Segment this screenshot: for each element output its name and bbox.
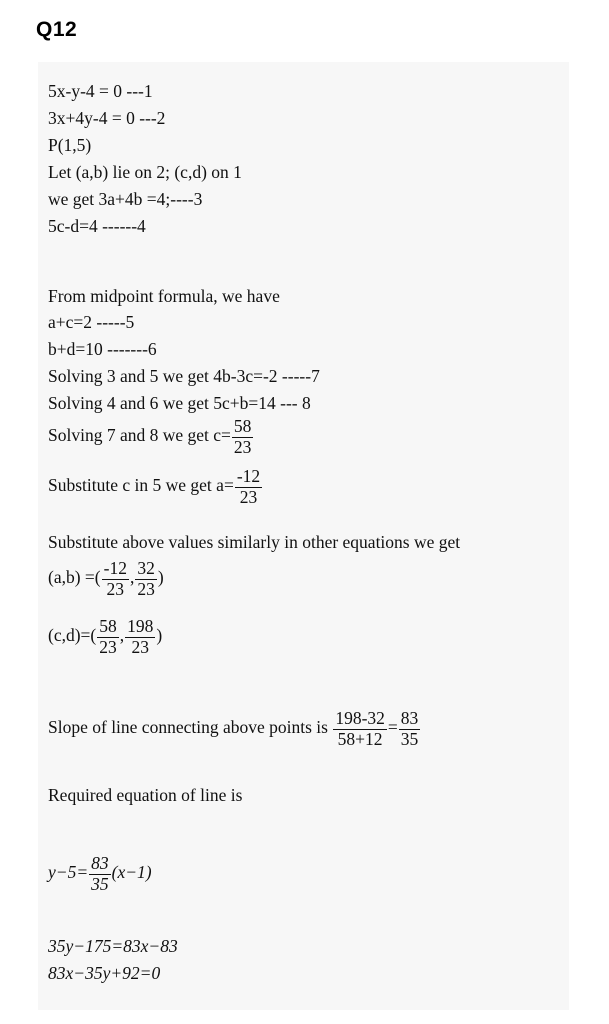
slope-line bbox=[48, 710, 421, 748]
c-numerator: 58 bbox=[233, 416, 252, 436]
required-equation-text: Required equation of line is bbox=[48, 785, 243, 805]
b-value-numerator: 32 bbox=[137, 558, 155, 578]
expanded-equation: 35y−175=83x−83 bbox=[48, 936, 178, 956]
cd-close: ) bbox=[156, 625, 163, 646]
final-equation: 83x−35y+92=0 bbox=[48, 963, 161, 983]
equation-6: b+d=10 -------6 bbox=[48, 339, 157, 359]
b-value-denominator: 23 bbox=[137, 578, 155, 599]
a-value-denominator: 23 bbox=[106, 578, 125, 599]
equation-4: 5c-d=4 ------4 bbox=[48, 216, 146, 236]
point-slope-denominator: 35 bbox=[91, 873, 109, 894]
c-value-denominator: 23 bbox=[99, 636, 117, 657]
c-value-fraction bbox=[97, 618, 119, 656]
equation-line-1: 5x-y-4 = 0 ---1 bbox=[48, 81, 153, 101]
a-fraction bbox=[235, 468, 262, 506]
c-fraction bbox=[232, 418, 254, 456]
c-denominator: 23 bbox=[233, 436, 252, 457]
equation-7: Solving 3 and 5 we get 4b-3c=-2 -----7 bbox=[48, 366, 320, 386]
midpoint-statement: From midpoint formula, we have bbox=[48, 286, 280, 306]
question-heading: Q12 bbox=[36, 18, 78, 41]
slope-equals: = bbox=[387, 717, 398, 738]
cd-values-line bbox=[48, 618, 162, 656]
solve-c-line bbox=[48, 418, 254, 456]
equation-line-2: 3x+4y-4 = 0 ---2 bbox=[48, 108, 166, 128]
slope-denominator-2: 35 bbox=[400, 728, 419, 749]
a-denominator: 23 bbox=[239, 486, 258, 507]
slope-numerator-2: 83 bbox=[400, 708, 419, 728]
ab-values-line bbox=[48, 560, 164, 598]
cd-comma: , bbox=[119, 625, 125, 646]
ab-comma: , bbox=[129, 567, 135, 588]
slope-numerator-1: 198-32 bbox=[335, 708, 385, 728]
point-slope-numerator: 83 bbox=[91, 853, 109, 873]
substitute-above-line: Substitute above values similarly in other equations we get bbox=[48, 532, 461, 552]
cd-prefix: (c,d)=( bbox=[48, 625, 97, 646]
slope-denominator-1: 58+12 bbox=[337, 728, 383, 749]
c-value-numerator: 58 bbox=[99, 616, 117, 636]
point-slope-prefix: y−5= bbox=[48, 862, 89, 883]
solve-c-text: Solving 7 and 8 we get c= bbox=[48, 425, 231, 446]
point-slope-suffix: (x−1) bbox=[111, 862, 152, 883]
point-p: P(1,5) bbox=[48, 135, 92, 155]
let-statement: Let (a,b) lie on 2; (c,d) on 1 bbox=[48, 162, 242, 182]
equation-5: a+c=2 -----5 bbox=[48, 312, 135, 332]
slope-fraction-2 bbox=[399, 710, 421, 748]
ab-close: ) bbox=[157, 567, 164, 588]
b-value-fraction bbox=[135, 560, 157, 598]
equation-8: Solving 4 and 6 we get 5c+b=14 --- 8 bbox=[48, 393, 311, 413]
point-slope-equation bbox=[48, 855, 152, 893]
slope-fraction-1 bbox=[333, 710, 387, 748]
ab-prefix: (a,b) =( bbox=[48, 567, 101, 588]
d-value-fraction bbox=[125, 618, 155, 656]
slope-text: Slope of line connecting above points is bbox=[48, 717, 333, 738]
a-value-fraction bbox=[102, 560, 129, 598]
substitute-a-line bbox=[48, 468, 263, 506]
substitute-a-text: Substitute c in 5 we get a= bbox=[48, 475, 234, 496]
d-value-denominator: 23 bbox=[131, 636, 149, 657]
equation-3: we get 3a+4b =4;----3 bbox=[48, 189, 203, 209]
point-slope-fraction bbox=[89, 855, 111, 893]
d-value-numerator: 198 bbox=[127, 616, 154, 636]
a-value-numerator: -12 bbox=[103, 558, 127, 578]
a-numerator: -12 bbox=[236, 466, 261, 486]
